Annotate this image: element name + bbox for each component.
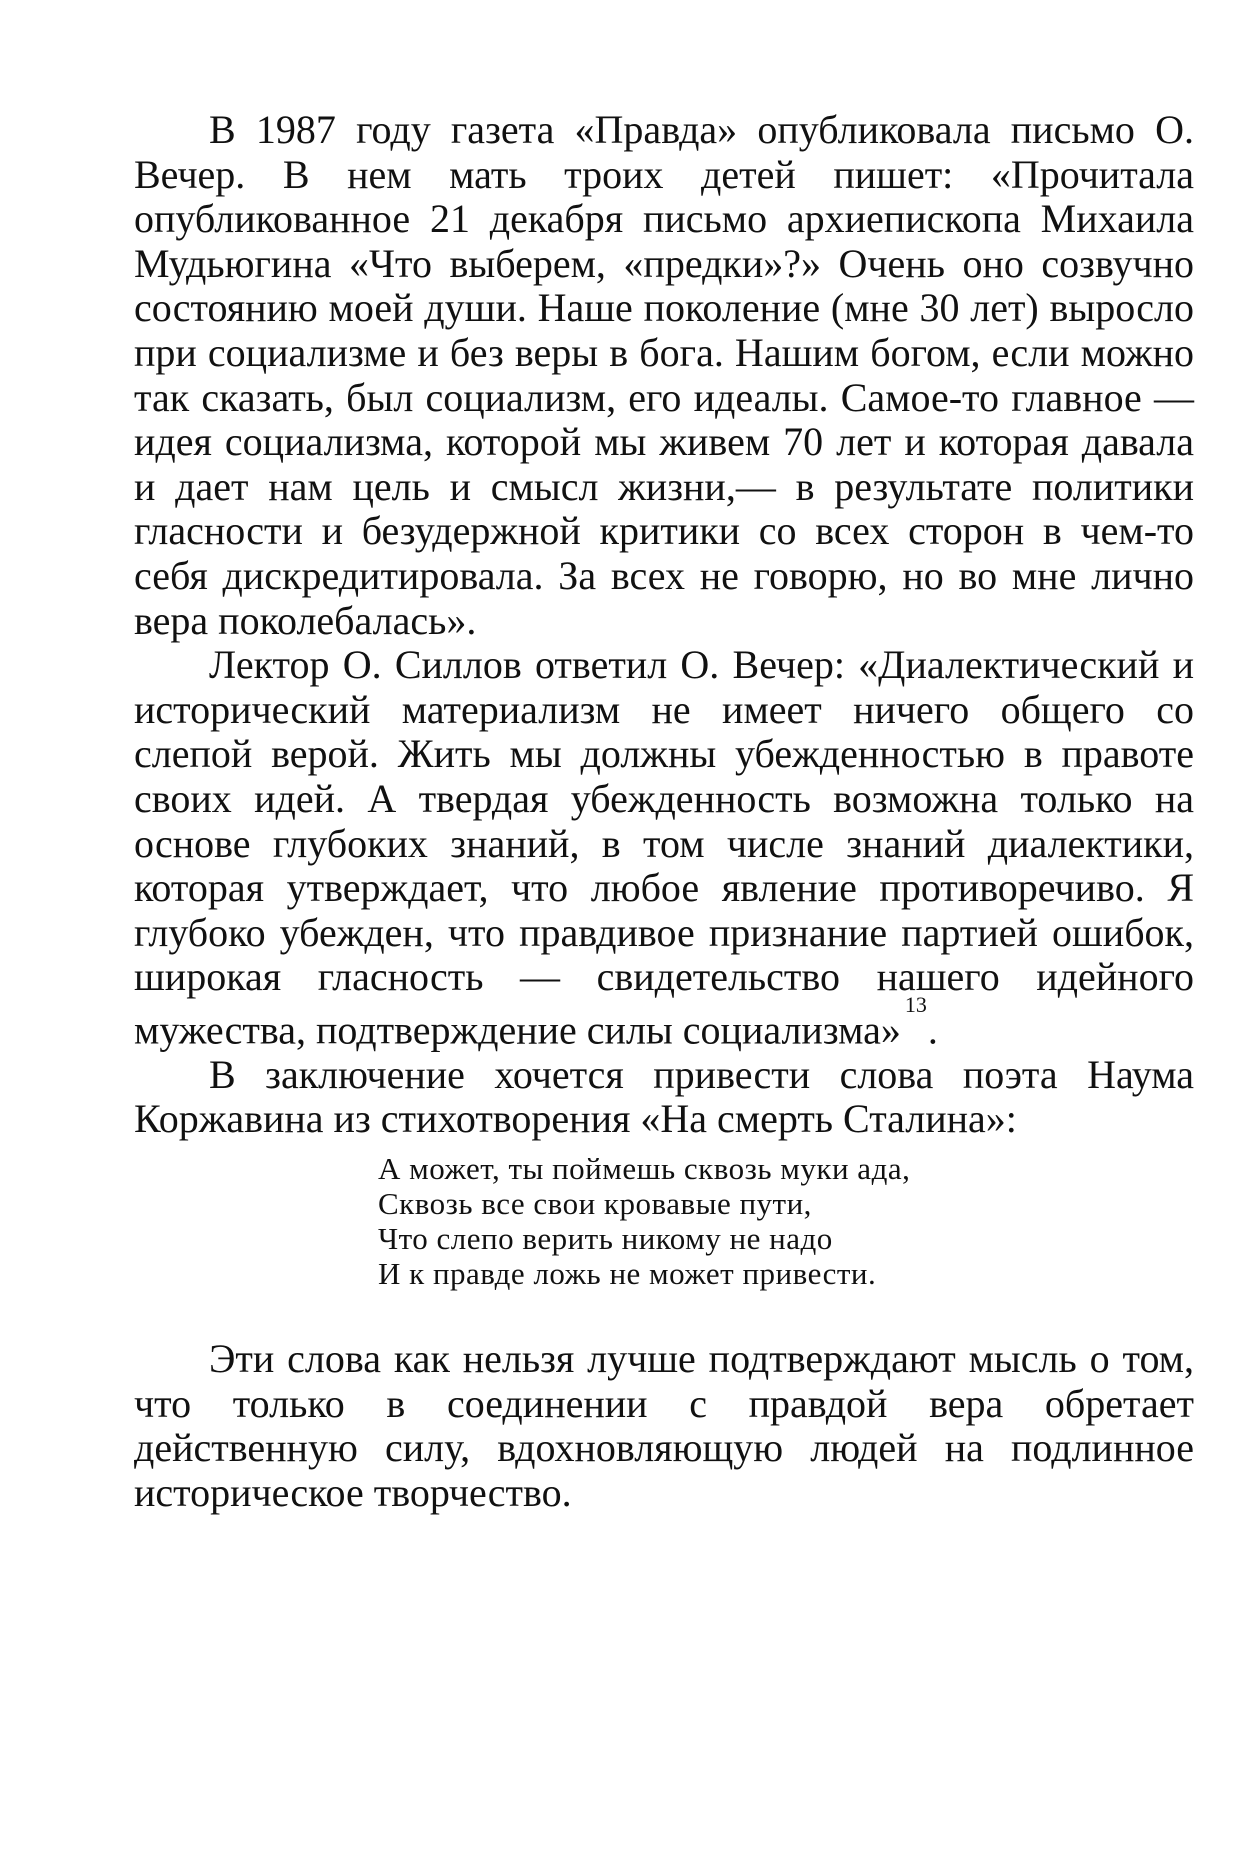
paragraph-conclusion: Эти слова как нельзя лучше подтверждают мысль о том, что только в соединении с правдой вера обретает действенную силу, вдохновляющую людей на подлинное историческое творчество. [134,1335,1194,1515]
paragraph-lecturer-reply [134,643,1194,1053]
poem-quote [378,1151,1194,1291]
paragraph-lecturer-reply-end: . [927,1007,938,1053]
text-column [134,108,1194,1515]
poem-line: И к правде ложь не может привести. [378,1255,877,1291]
poem-line: Что слепо верить никому не надо [378,1220,833,1256]
poem-line: А может, ты поймешь сквозь муки ада, [378,1150,911,1186]
footnote-reference: 13 [904,991,927,1017]
paragraph-letter-vecher: В 1987 году газета «Правда» опубликовала письмо О. Вечер. В нем мать троих детей пишет: «Прочитала опубликованное 21 декабря письмо архиепископа Михаила Мудьюгина «Что выберем, «предки»?» Очень оно созвучно состоянию моей души. Наше поколение (мне 30 лет) выросло при социализме и без веры в бога. Нашим богом, если можно так сказать, был социализм, его идеалы. Самое-то главное — идея социализма, которой мы живем 70 лет и которая давала и дает нам цель и смысл жизни,— в результате политики гласности и безудержной критики со всех сторон в чем-то себя дискредитировала. За всех не говорю, но во мне лично вера поколебалась». [134,107,1194,643]
paragraph-poem-intro: В заключение хочется привести слова поэта Наума Коржавина из стихотворения «На смерть Сталина»: [134,1051,1194,1142]
paragraph-lecturer-reply-text: Лектор О. Силлов ответил О. Вечер: «Диалектический и исторический материализм не имеет ничего общего со слепой верой. Жить мы должны убежденностью в правоте своих идей. А твердая убежденность возможна только на основе глубоких знаний, в том числе знаний диалектики, которая утверждает, что любое явление противоречиво. Я глубоко убежден, что правдивое признание партией ошибок, широкая гласность — свидетельство нашего идейного мужества, подтверждение силы социализма» [134,642,1194,1053]
poem-line: Сквозь все свои кровавые пути, [378,1185,812,1221]
